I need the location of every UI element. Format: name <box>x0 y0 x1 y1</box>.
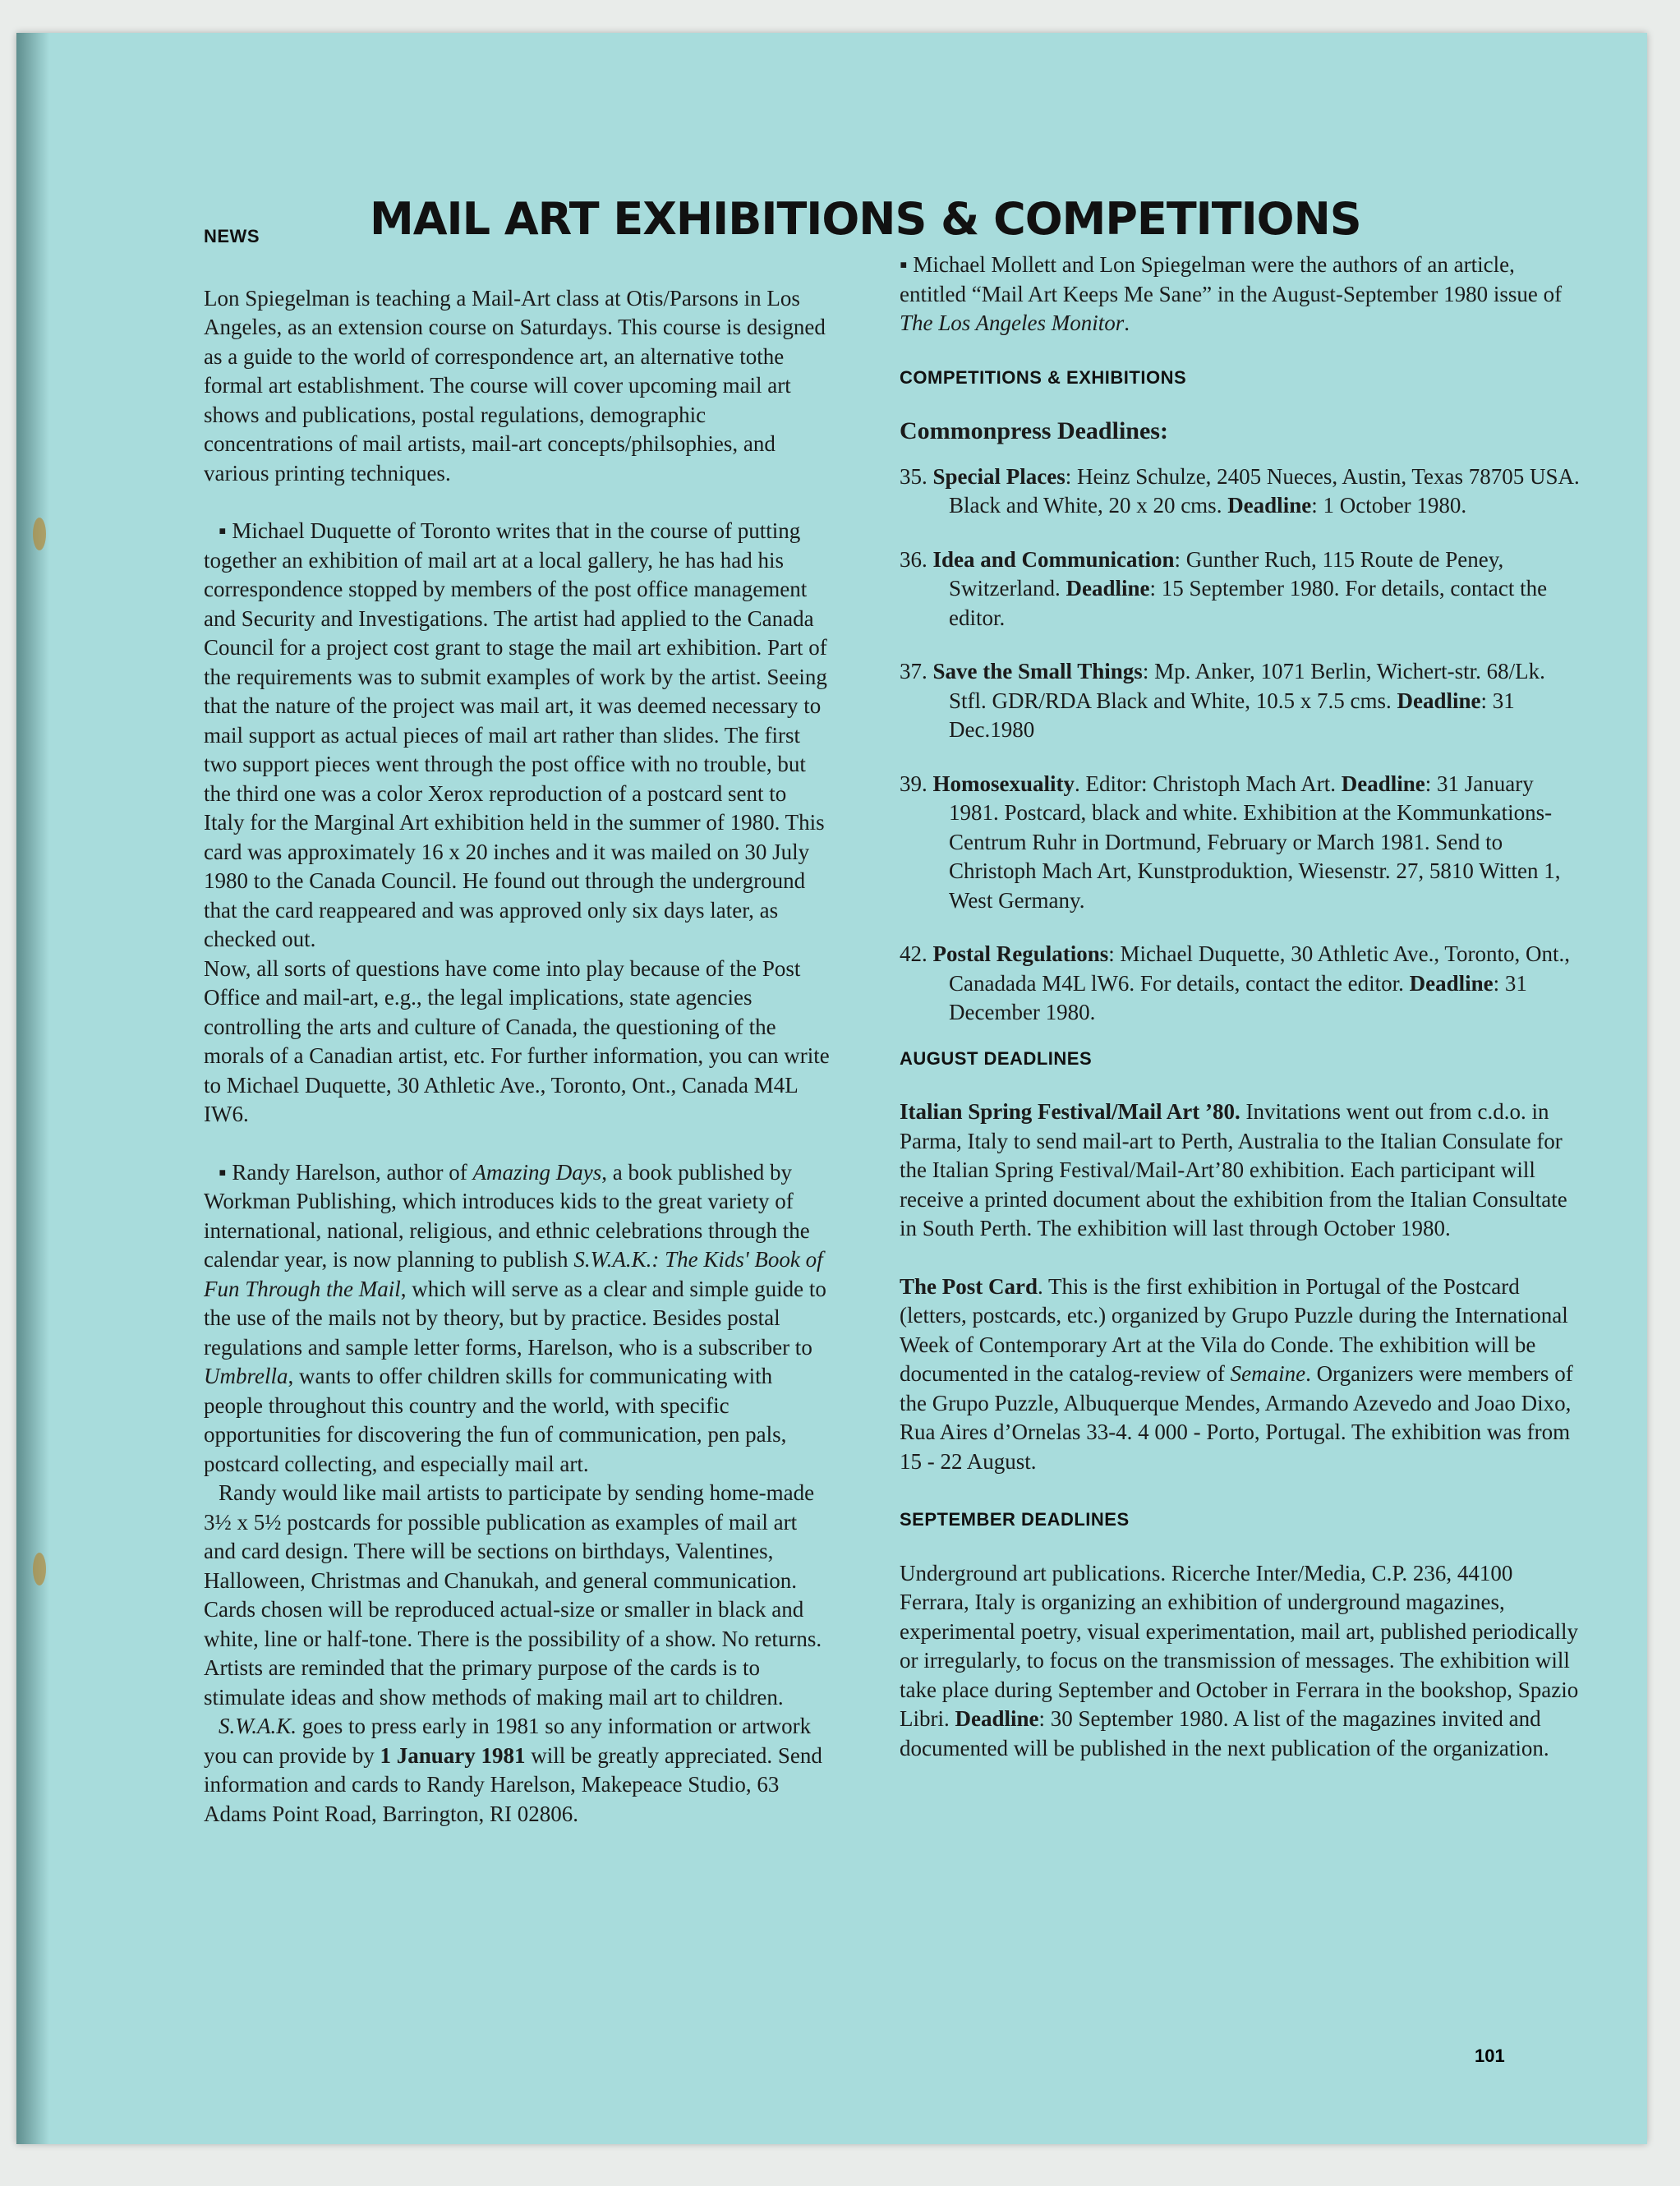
paragraph <box>204 1712 832 1829</box>
text-run: Amazing Days <box>472 1159 602 1185</box>
text-run: : Mp. Anker, 1071 Berlin, Wichert-str. 68/Lk. Stfl. GDR/RDA Black and White, 10.5 x 7.5 cms. <box>949 659 1545 713</box>
text-run: : 31 January 1981. Postcard, black and white. Exhibition at the Kommunkations-Centrum Ruhr in Dortmund, February or March 1981. Send to Christoph Mach Art, Kunstproduktion, Wiesenstr. 27, 5810 Witten 1, West Germany. <box>949 771 1561 913</box>
text-run: ▪ Michael Mollett and Lon Spiegelman were the authors of an article, entitled “Mail Art Keeps Me Sane” in the August-September 1980 issue of <box>900 252 1563 306</box>
text-run: 35. <box>900 463 933 489</box>
paragraph <box>900 1098 1581 1244</box>
text-run: Randy would like mail artists to participate by sending home-made 3½ x 5½ postcards for possible publication as examples of mail art and card design. There will be sections on birthdays, Valentines, Halloween, Christmas and Chanukah, and general communication. Cards chosen will be reproduced actual-size or smaller in black and white, line or half-tone. There is the possibility of a show. No returns. Artists are reminded that the primary purpose of the cards is to stimulate ideas and show methods of making mail art to children. <box>204 1480 822 1710</box>
text-run: S.W.A.K.: The Kids' Book of Fun Through the Mail <box>204 1247 823 1301</box>
text-run: . <box>1124 311 1130 335</box>
paragraph <box>204 284 832 489</box>
paragraph <box>900 657 1581 745</box>
news-heading: NEWS <box>204 226 260 246</box>
text-run: Special Places <box>932 463 1066 489</box>
text-run: : 1 October 1980. <box>1311 493 1467 518</box>
text-run: Semaine <box>1230 1361 1306 1386</box>
text-run: . Organizers were members of the Grupo Puzzle, Albuquerque Mendes, Armando Azevedo and Joao Dixo, Rua Aires d’Ornelas 33-4. 4 000 - Porto, Portugal. The exhibition was from 15 - 22 August. <box>900 1361 1573 1474</box>
text-run: Postal Regulations <box>932 941 1109 966</box>
august-heading: AUGUST DEADLINES <box>900 1047 1093 1069</box>
text-run: Homosexuality <box>932 771 1075 796</box>
text-run: Deadline <box>1409 970 1494 996</box>
paragraph <box>204 1158 832 1480</box>
paragraph <box>204 1479 832 1712</box>
text-run: Idea and Communication <box>932 546 1175 572</box>
competitions-heading: COMPETITIONS & EXHIBITIONS <box>900 366 1187 388</box>
page-title: MAIL ART EXHIBITIONS & COMPETITIONS <box>370 193 1361 245</box>
commonpress-entries <box>900 463 1581 1028</box>
text-run: Save the Small Things <box>932 659 1143 683</box>
paragraph <box>900 251 1581 338</box>
paragraph <box>204 955 832 1130</box>
text-run: 1 January 1981 <box>380 1742 526 1768</box>
intro-paragraph <box>900 251 1581 338</box>
text-run: 42. <box>900 941 933 966</box>
staple-stain <box>33 518 46 550</box>
paragraph <box>900 940 1581 1028</box>
magazine-page <box>16 33 1647 2144</box>
text-run: 36. <box>900 546 933 572</box>
text-run: : 31 Dec.1980 <box>949 688 1515 742</box>
staple-stain <box>33 1553 46 1585</box>
text-run: goes to press early in 1981 so any information or artwork you can provide by <box>204 1714 812 1768</box>
text-run: Deadline <box>1066 576 1150 601</box>
text-run: Deadline <box>1227 493 1312 518</box>
text-run: 39. <box>900 771 933 796</box>
text-run: ▪ Michael Duquette of Toronto writes that in the course of putting together an exhibition of mail art at a local gallery, he has had his correspondence stopped by members of the post office management and Security and Investigations. The artist had applied to the Canada Council for a project cost grant to stage the mail art exhibition. Part of the requirements was to submit examples of work by the artist. Seeing that the nature of the project was mail art, it was deemed necessary to mail support as actual pieces of mail art rather than slides. The first two support pieces went through the post office with no trouble, but the third one was a color Xerox reproduction of a postcard sent to Italy for the Marginal Art exhibition held in the summer of 1980. This card was approximately 16 x 20 inches and it was mailed on 30 July 1980 to the Canada Council. He found out through the underground that the card reappeared and was approved only six days later, as checked out. <box>204 518 827 951</box>
text-run: : Michael Duquette, 30 Athletic Ave., Toronto, Ont., Canadada M4L lW6. For details, contact the editor. <box>949 941 1571 996</box>
text-run: . This is the first exhibition in Portugal of the Postcard (letters, postcards, etc.) organized by Grupo Puzzle during the International Week of Contemporary Art at the Vila do Conde. The exhibition will be documented in the catalog-review of <box>900 1273 1568 1386</box>
august-entries <box>900 1098 1581 1476</box>
september-heading: SEPTEMBER DEADLINES <box>900 1509 1130 1530</box>
text-run: The Post Card <box>900 1273 1038 1299</box>
paragraph <box>900 463 1581 521</box>
text-run: S.W.A.K. <box>219 1714 297 1738</box>
text-run: Lon Spiegelman is teaching a Mail-Art class at Otis/Parsons in Los Angeles, as an extension course on Saturdays. This course is designed as a guide to the world of correspondence art, an alternative tothe formal art establishment. The course will cover upcoming mail art shows and publications, postal regulations, demographic concentrations of mail artists, mail-art concepts/philsophies, and various printing techniques. <box>204 285 826 486</box>
paragraph <box>900 770 1581 916</box>
text-run: Deadline <box>1397 688 1481 713</box>
text-run: . Editor: Christoph Mach Art. <box>1075 771 1342 796</box>
text-run: : 15 September 1980. For details, contact the editor. <box>949 576 1548 630</box>
paragraph <box>900 1272 1581 1477</box>
text-run: : 31 December 1980. <box>949 970 1527 1024</box>
text-run: , which will serve as a clear and simple guide to the use of the mails not by theory, but by practice. Besides postal regulations and sample letter forms, Harelson, who is a subscriber to <box>204 1276 826 1360</box>
paragraph <box>900 1559 1581 1764</box>
news-paragraphs <box>204 284 832 1829</box>
text-run: , a book published by Workman Publishing, which introduces kids to the great variety of international, national, religious, and ethnic celebrations through the calendar year, is now planning to publish <box>204 1159 810 1272</box>
text-run: Now, all sorts of questions have come into play because of the Post Office and mail-art, e.g., the legal implications, state agencies controlling the arts and culture of Canada, the questioning of the morals of a Canadian artist, etc. For further information, you can write to Michael Duquette, 30 Athletic Ave., Toronto, Ont., Canada M4L IW6. <box>204 955 830 1126</box>
text-run: Invitations went out from c.d.o. in Parma, Italy to send mail-art to Perth, Australia to the Italian Consulate for the Italian Spring Festival/Mail-Art’80 exhibition. Each participant will receive a printed document about the exhibition from the Italian Consultate in South Perth. The exhibition will last through October 1980. <box>900 1099 1567 1240</box>
text-run: Deadline <box>1341 771 1425 796</box>
text-run: ▪ Randy Harelson, author of <box>219 1159 473 1185</box>
text-run: , wants to offer children skills for communicating with people throughout this country and the world, with specific opportunities for discovering the fun of communication, pen pals, postcard collecting, and especially mail art. <box>204 1364 787 1476</box>
right-column <box>900 251 1581 1792</box>
text-run: : Heinz Schulze, 2405 Nueces, Austin, Texas 78705 USA. Black and White, 20 x 20 cms. <box>949 463 1580 518</box>
text-run: Italian Spring Festival/Mail Art ’80. <box>900 1099 1240 1124</box>
left-column <box>204 222 832 1829</box>
text-run: : 30 September 1980. A list of the magazines invited and documented will be published in the next publication of the organization. <box>900 1706 1549 1760</box>
page-number: 101 <box>1475 2046 1505 2066</box>
text-run: will be greatly appreciated. Send information and cards to Randy Harelson, Makepeace Studio, 63 Adams Point Road, Barrington, RI 02806. <box>204 1742 822 1826</box>
september-entries <box>900 1559 1581 1764</box>
paragraph <box>204 517 832 955</box>
commonpress-heading: Commonpress Deadlines: <box>900 417 1168 444</box>
text-run: Umbrella <box>204 1364 288 1388</box>
text-run: Deadline <box>955 1706 1039 1731</box>
page-spine <box>16 33 49 2144</box>
text-run: : Gunther Ruch, 115 Route de Peney, Switzerland. <box>949 546 1504 601</box>
text-run: Underground art publications. Ricerche Inter/Media, C.P. 236, 44100 Ferrara, Italy is organizing an exhibition of underground magazines, experimental poetry, visual experimentation, mail art, published periodically or irregularly, to focus on the transmission of messages. The exhibition will take place during September and October in Ferrara in the bookshop, Spazio Libri. <box>900 1560 1579 1731</box>
paragraph <box>900 545 1581 633</box>
text-run: 37. <box>900 659 933 683</box>
text-run: The Los Angeles Monitor <box>900 311 1125 335</box>
